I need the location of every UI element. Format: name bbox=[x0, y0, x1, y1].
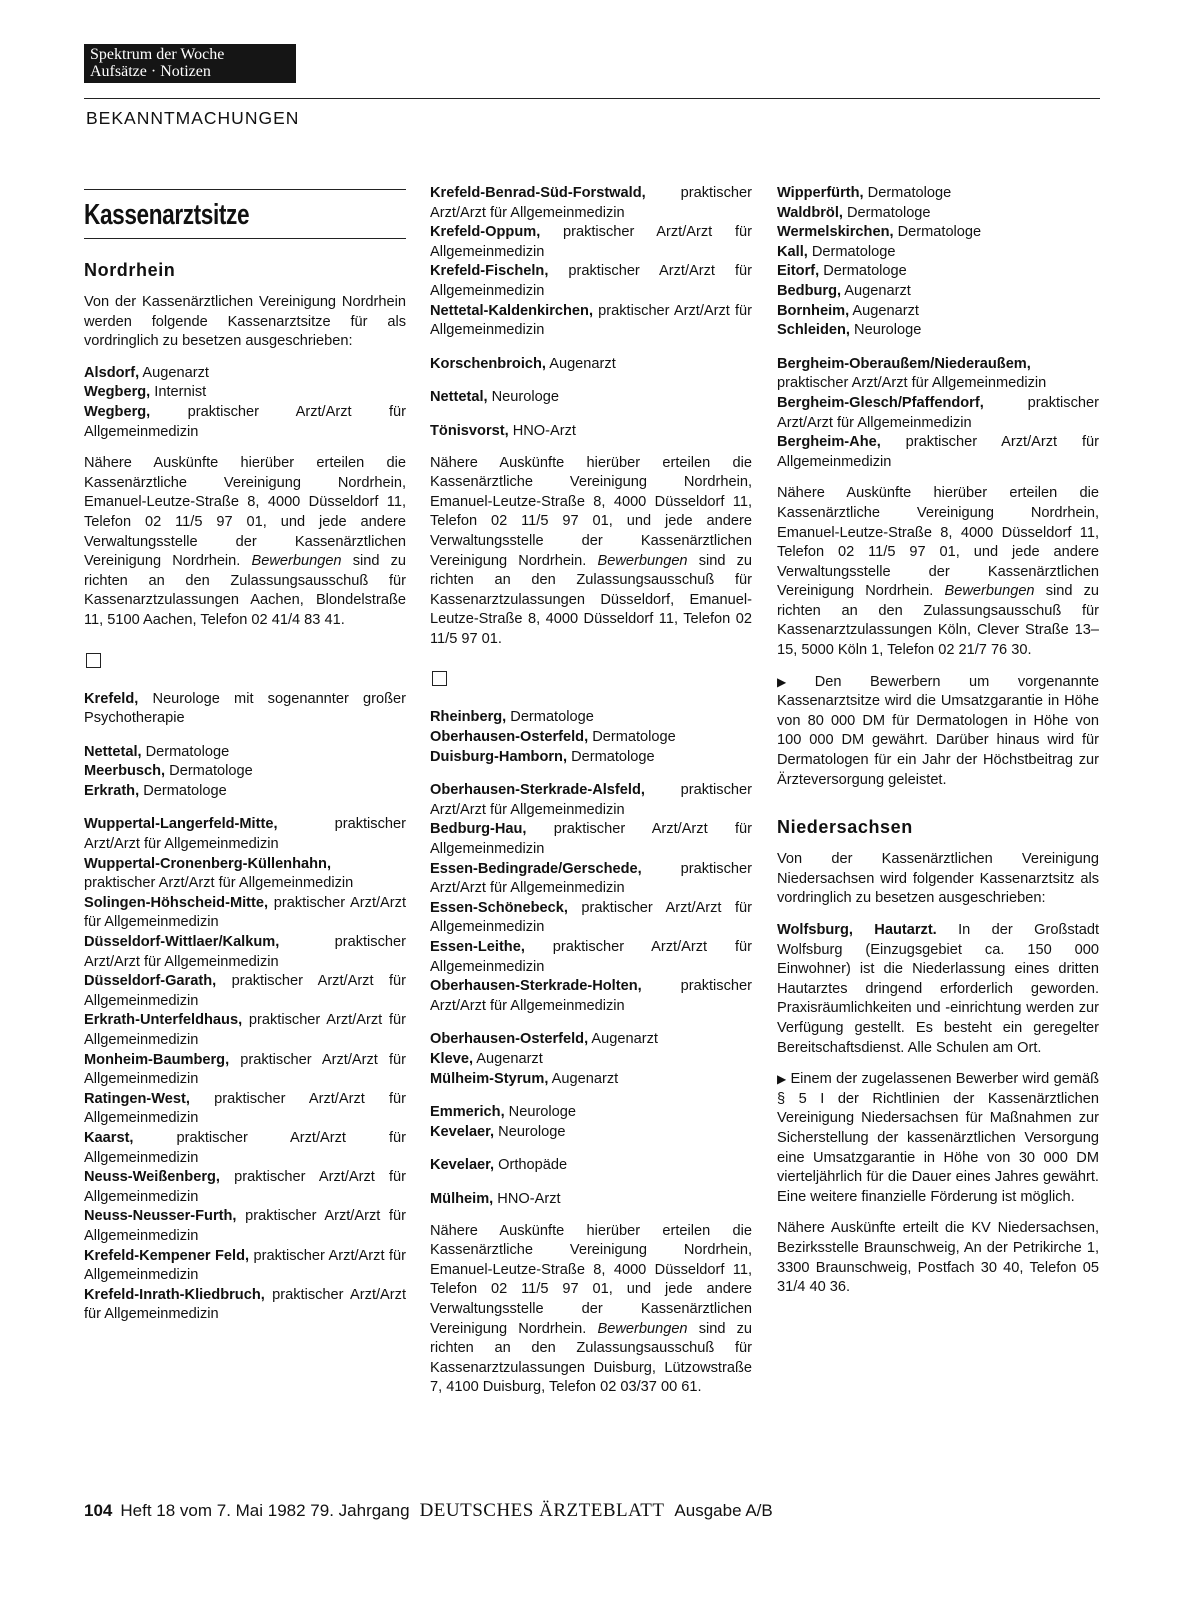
guarantee-paragraph bbox=[777, 673, 1099, 791]
listing-place: Kall, bbox=[777, 243, 808, 260]
listing-place: Kevelaer, bbox=[430, 1157, 495, 1174]
listing-place: Kevelaer, bbox=[430, 1123, 495, 1140]
listing-entry bbox=[777, 355, 1099, 394]
listing-specialty: Dermatologe bbox=[139, 782, 227, 799]
listing-entry bbox=[430, 1123, 752, 1143]
intro-paragraph: Von der Kassenärztlichen Vereinigung Nordrhein werden folgende Kassenarztsitze für als vordringlich zu besetzen ausgeschrieben: bbox=[84, 294, 406, 350]
listing-specialty: praktischer Arzt/Arzt für Allgemeinmedizin bbox=[84, 1286, 406, 1323]
listing-specialty: Augenarzt bbox=[473, 1050, 543, 1067]
info-paragraph bbox=[430, 1222, 752, 1398]
article-title: Kassenarztsitze bbox=[84, 199, 250, 231]
listing-place: Wegberg, bbox=[84, 403, 151, 420]
listing-entry bbox=[84, 894, 406, 933]
listing-place: Wuppertal-Cronenberg-Küllenhahn, bbox=[84, 855, 332, 872]
listing-specialty: praktischer Arzt/Arzt für Allgemeinmedizin bbox=[84, 1129, 406, 1166]
listing-entry bbox=[430, 938, 752, 977]
listing-entry bbox=[84, 1207, 406, 1246]
listing-entry bbox=[84, 743, 406, 763]
listing-place: Essen-Schönebeck, bbox=[430, 899, 568, 916]
listing-place: Nettetal, bbox=[84, 743, 142, 760]
listing-entry bbox=[430, 748, 752, 768]
listing-entry bbox=[777, 321, 1099, 341]
listing-place: Düsseldorf-Wittlaer/Kalkum, bbox=[84, 934, 280, 951]
listing-place: Düsseldorf-Garath, bbox=[84, 973, 217, 990]
page-number: 104 bbox=[84, 1501, 113, 1520]
listing-entry bbox=[84, 933, 406, 972]
info-emphasis: Bewerbungen bbox=[597, 1320, 688, 1337]
listing-entry bbox=[430, 1156, 752, 1176]
info-emphasis: Bewerbungen bbox=[597, 552, 688, 569]
listing-specialty: praktischer Arzt/Arzt für Allgemeinmedizin bbox=[430, 821, 752, 858]
listing-place: Eitorf, bbox=[777, 263, 820, 280]
listing-specialty: Dermatologe bbox=[588, 729, 676, 746]
guarantee-paragraph bbox=[777, 1070, 1099, 1207]
guarantee-text: Den Bewerbern um vorgenannte Kassenarztsitze wird die Umsatzgarantie in Höhe von 80 000 DM für Dermatologen in Höhe von 100 000 DM gewährt. Darüber hinaus wird für Dermatologen für ein Jahr der Höchstbeitrag zur Ärzteversorgung geleistet. bbox=[777, 673, 1099, 788]
listing-entry bbox=[777, 394, 1099, 433]
listing-specialty: Dermatologe bbox=[506, 709, 594, 726]
listing-entry bbox=[84, 1090, 406, 1129]
listing-entry bbox=[84, 690, 406, 729]
info-emphasis: Bewerbungen bbox=[251, 553, 342, 570]
info-tail: sind zu richten an den Zulassungsausschuß für Kassenarztzulassungen Köln, Clever Straße 13–15, 5000 Köln 1, Telefon 02 21/7 76 30. bbox=[777, 583, 1099, 659]
listing-specialty: Augenarzt bbox=[849, 302, 919, 319]
wolfsburg-text: In der Großstadt Wolfsburg (Einzugsgebiet ca. 150 000 Einwohner) ist die Niederlassung eines dritten Hautarztes dringend erforderlich geworden. Praxisräumlichkeiten und -einrichtung werden zur Verfügung gestellt. Es besteht ein geregelter Bereitschaftsdienst. Alle Schulen am Ort. bbox=[777, 922, 1099, 1056]
info-text: Nähere Auskünfte hierüber erteilen die Kassenärztliche Vereinigung Nordrhein, Emanuel-Leutze-Straße 8, 4000 Düsseldorf 11, Telefon 02 11/5 97 01, und jede andere Verwaltungsstelle der Kassenärztlichen Vereinigung Nordrhein. bbox=[430, 454, 752, 569]
listing-specialty: praktischer Arzt/Arzt für Allgemeinmedizin bbox=[430, 185, 752, 221]
listing-specialty: praktischer Arzt/Arzt für Allgemeinmedizin bbox=[84, 1247, 406, 1284]
listing-group bbox=[777, 184, 1099, 472]
listing-entry bbox=[84, 1168, 406, 1207]
listing-place: Bergheim-Oberaußem/Niederaußem, bbox=[777, 355, 1031, 372]
listing-specialty: praktischer Arzt/Arzt für Allgemeinmedizin bbox=[84, 973, 406, 1009]
listing-entry bbox=[777, 302, 1099, 322]
listing-entry bbox=[430, 1190, 752, 1210]
column-3 bbox=[777, 184, 1099, 1310]
listing-entry bbox=[84, 1011, 406, 1050]
info-tail: sind zu richten an den Zulassungsausschuß für Kassenarztzulassungen Duisburg, Lützowstraße 7, 4100 Duisburg, Telefon 02 03/37 00 61. bbox=[430, 1320, 752, 1396]
listing-entry bbox=[777, 184, 1099, 204]
listing-place: Wuppertal-Langerfeld-Mitte, bbox=[84, 816, 278, 833]
listing-specialty: praktischer Arzt/Arzt für Allgemeinmedizin bbox=[777, 375, 1047, 392]
listing-specialty: Neurologe bbox=[494, 1123, 566, 1140]
section-label: BEKANNTMACHUNGEN bbox=[86, 108, 300, 128]
guarantee-text: Einem der zugelassenen Bewerber wird gemäß § 5 I der Richtlinien der Kassenärztlichen Vereinigung Niedersachsen für Maßnahmen zur Sicherstellung der kassenärztlichen Versorgung eine Umsatzgarantie in Höhe von 30 000 DM vierteljährlich für die Dauer eines Jahres gewährt. Eine weitere finanzielle Förderung ist möglich. bbox=[777, 1071, 1099, 1205]
listing-specialty: praktischer Arzt/Arzt für Allgemeinmedizin bbox=[84, 934, 406, 970]
listing-place: Oberhausen-Osterfeld, bbox=[430, 729, 589, 746]
info-paragraph bbox=[84, 454, 406, 630]
listing-specialty: Dermatologe bbox=[842, 204, 931, 221]
listing-specialty: Neurologe mit sogenannter großer Psychotherapie bbox=[84, 690, 406, 727]
listing-entry bbox=[430, 302, 752, 341]
listing-specialty: praktischer Arzt/Arzt für Allgemeinmedizin bbox=[84, 1208, 406, 1244]
listing-place: Mülheim-Styrum, bbox=[430, 1070, 549, 1087]
listing-entry bbox=[430, 728, 752, 748]
wolfsburg-paragraph bbox=[777, 921, 1099, 1058]
info-paragraph bbox=[430, 454, 752, 650]
listing-specialty: praktischer Arzt/Arzt für Allgemeinmedizin bbox=[84, 894, 406, 931]
info-paragraph: Nähere Auskünfte erteilt die KV Niedersachsen, Bezirksstelle Braunschweig, An der Petrikirche 1, 3300 Braunschweig, Postfach 30 40, Telefon 05 31/4 40 36. bbox=[777, 1220, 1099, 1296]
listing-entry bbox=[777, 243, 1099, 263]
triangle-bullet-icon: ▶ bbox=[777, 674, 811, 689]
title-rule-bottom bbox=[84, 238, 406, 239]
listing-entry bbox=[84, 1129, 406, 1168]
listing-place: Wipperfürth, bbox=[777, 185, 864, 201]
column-2 bbox=[430, 184, 752, 1410]
listing-specialty: Dermatologe bbox=[863, 185, 952, 201]
masthead-line2: Aufsätze · Notizen bbox=[90, 63, 211, 80]
listing-place: Nettetal-Kaldenkirchen, bbox=[430, 302, 594, 319]
wolfsburg-heading: Wolfsburg, Hautarzt. bbox=[777, 922, 937, 938]
listing-place: Wegberg, bbox=[84, 384, 151, 401]
journal-name: DEUTSCHES ÄRZTEBLATT bbox=[419, 1500, 665, 1521]
listing-place: Essen-Bedingrade/Gerschede, bbox=[430, 860, 642, 877]
listing-specialty: Dermatologe bbox=[165, 763, 253, 780]
listing-entry bbox=[777, 204, 1099, 224]
listing-entry bbox=[430, 820, 752, 859]
listing-entry bbox=[430, 860, 752, 899]
listing-place: Wermelskirchen, bbox=[777, 224, 894, 241]
info-text: Nähere Auskünfte hierüber erteilen die Kassenärztliche Vereinigung Nordrhein, Emanuel-Leutze-Straße 8, 4000 Düsseldorf 11, Telefon 02 11/5 97 01, und jede andere Verwaltungsstelle der Kassenärztlichen Vereinigung Nordrhein. bbox=[430, 1222, 752, 1337]
masthead bbox=[84, 44, 296, 83]
info-text: Nähere Auskünfte hierüber erteilen die Kassenärztliche Vereinigung Nordrhein, Emanuel-Leutze-Straße 8, 4000 Düsseldorf 11, Telefon 02 11/5 97 01, und jede andere Verwaltungsstelle der Kassenärztlichen Vereinigung Nordrhein. bbox=[84, 455, 406, 570]
listing-specialty: praktischer Arzt/Arzt für Allgemeinmedizin bbox=[430, 224, 752, 260]
listing-specialty: Dermatologe bbox=[893, 224, 982, 241]
listing-place: Meerbusch, bbox=[84, 763, 166, 780]
listing-group bbox=[430, 184, 752, 442]
listing-place: Oberhausen-Osterfeld, bbox=[430, 1031, 589, 1048]
listing-specialty: Neurologe bbox=[504, 1104, 577, 1121]
listing-specialty: Augenarzt bbox=[545, 355, 616, 372]
listing-place: Bornheim, bbox=[777, 302, 850, 319]
listing-group bbox=[84, 364, 406, 442]
listing-place: Solingen-Höhscheid-Mitte, bbox=[84, 894, 269, 911]
listing-place: Bedburg, bbox=[777, 282, 842, 299]
listing-place: Kleve, bbox=[430, 1050, 473, 1067]
listing-specialty: praktischer Arzt/Arzt für Allgemeinmedizin bbox=[84, 1169, 406, 1205]
separator-box bbox=[432, 671, 447, 686]
listing-place: Krefeld-Kempener Feld, bbox=[84, 1247, 250, 1264]
listing-specialty: praktischer Arzt/Arzt für Allgemeinmedizin bbox=[84, 875, 354, 892]
listing-place: Emmerich, bbox=[430, 1104, 505, 1121]
listing-specialty: praktischer Arzt/Arzt für Allgemeinmedizin bbox=[84, 1051, 406, 1088]
listing-place: Korschenbroich, bbox=[430, 355, 546, 372]
listing-place: Erkrath, bbox=[84, 782, 140, 799]
listing-specialty: HNO-Arzt bbox=[508, 422, 576, 439]
title-rule-top bbox=[84, 189, 406, 190]
listing-entry bbox=[84, 855, 406, 894]
listing-entry bbox=[430, 1070, 752, 1090]
listing-place: Krefeld-Fischeln, bbox=[430, 263, 549, 280]
listing-entry bbox=[84, 403, 406, 442]
listing-place: Essen-Leithe, bbox=[430, 939, 525, 955]
listing-specialty: praktischer Arzt/Arzt für Allgemeinmedizin bbox=[777, 434, 1099, 470]
listing-entry bbox=[84, 815, 406, 854]
listing-specialty: HNO-Arzt bbox=[493, 1190, 561, 1207]
listing-specialty: praktischer Arzt/Arzt für Allgemeinmedizin bbox=[84, 816, 406, 853]
listing-place: Erkrath-Unterfeldhaus, bbox=[84, 1012, 243, 1029]
listing-specialty: praktischer Arzt/Arzt für Allgemeinmedizin bbox=[84, 1012, 406, 1048]
listing-place: Neuss-Neusser-Furth, bbox=[84, 1208, 237, 1225]
listing-entry bbox=[84, 364, 406, 384]
listing-place: Bedburg-Hau, bbox=[430, 821, 527, 838]
listing-entry bbox=[777, 433, 1099, 472]
listing-entry bbox=[84, 383, 406, 403]
listing-specialty: praktischer Arzt/Arzt für Allgemeinmedizin bbox=[430, 978, 752, 1014]
listing-entry bbox=[777, 262, 1099, 282]
info-tail: sind zu richten an den Zulassungsausschuß für Kassenarztzulassungen Düsseldorf, Emanuel-Leutze-Straße 8, 4000 Düsseldorf 11, Telefon 02 11/5 97 01. bbox=[430, 552, 752, 647]
listing-specialty: Dermatologe bbox=[141, 743, 230, 760]
listing-entry bbox=[777, 282, 1099, 302]
listing-place: Krefeld-Benrad-Süd-Forstwald, bbox=[430, 185, 646, 201]
listing-specialty: Augenarzt bbox=[841, 282, 911, 299]
separator-box bbox=[86, 653, 101, 668]
listing-entry bbox=[84, 1051, 406, 1090]
listing-entry bbox=[430, 977, 752, 1016]
listing-place: Monheim-Baumberg, bbox=[84, 1051, 230, 1068]
listing-place: Tönisvorst, bbox=[430, 422, 509, 439]
issue-info: Heft 18 vom 7. Mai 1982 79. Jahrgang bbox=[120, 1501, 410, 1520]
top-rule bbox=[84, 98, 1100, 99]
listing-place: Krefeld, bbox=[84, 690, 139, 707]
intro-paragraph: Von der Kassenärztlichen Vereinigung Niedersachsen wird folgender Kassenarztsitz als vordringlich zu besetzen ausgeschrieben: bbox=[777, 851, 1099, 907]
listing-specialty: praktischer Arzt/Arzt für Allgemeinmedizin bbox=[430, 860, 752, 897]
edition: Ausgabe A/B bbox=[674, 1501, 773, 1520]
listing-place: Kaarst, bbox=[84, 1129, 134, 1146]
listing-specialty: Orthopäde bbox=[494, 1157, 568, 1174]
listing-entry bbox=[430, 708, 752, 728]
listing-specialty: praktischer Arzt/Arzt für Allgemeinmedizin bbox=[777, 394, 1099, 431]
listing-entry bbox=[84, 782, 406, 802]
listing-place: Krefeld-Oppum, bbox=[430, 224, 541, 241]
listing-entry bbox=[84, 762, 406, 782]
info-tail: sind zu richten an den Zulassungsausschuß für Kassenarztzulassungen Aachen, Blondelstraße 11, 5100 Aachen, Telefon 02 41/4 83 41. bbox=[84, 553, 406, 628]
listing-entry bbox=[84, 1247, 406, 1286]
listing-place: Krefeld-Inrath-Kliedbruch, bbox=[84, 1286, 265, 1303]
listing-specialty: Dermatologe bbox=[807, 243, 896, 260]
listing-specialty: Augenarzt bbox=[548, 1070, 619, 1087]
listing-place: Schleiden, bbox=[777, 322, 850, 339]
listing-entry bbox=[430, 1030, 752, 1050]
listing-place: Bergheim-Glesch/Pfaffendorf, bbox=[777, 394, 984, 411]
listing-place: Waldbröl, bbox=[777, 204, 843, 221]
region-heading: Nordrhein bbox=[84, 260, 176, 280]
triangle-bullet-icon: ▶ bbox=[777, 1072, 787, 1087]
column-1 bbox=[84, 185, 406, 1325]
listing-specialty: Augenarzt bbox=[139, 364, 209, 381]
listing-specialty: praktischer Arzt/Arzt für Allgemeinmedizin bbox=[84, 1090, 406, 1127]
listing-entry bbox=[430, 355, 752, 375]
listing-specialty: praktischer Arzt/Arzt für Allgemeinmedizin bbox=[84, 403, 406, 440]
listing-place: Neuss-Weißenberg, bbox=[84, 1169, 220, 1186]
listing-entry bbox=[430, 223, 752, 262]
listing-place: Ratingen-West, bbox=[84, 1090, 190, 1107]
listing-specialty: praktischer Arzt/Arzt für Allgemeinmedizin bbox=[430, 302, 752, 339]
listing-place: Alsdorf, bbox=[84, 364, 140, 381]
listing-specialty: Neurologe bbox=[850, 322, 922, 339]
listing-entry bbox=[430, 388, 752, 408]
listing-place: Nettetal, bbox=[430, 389, 488, 406]
listing-place: Rheinberg, bbox=[430, 709, 507, 726]
listing-specialty: praktischer Arzt/Arzt für Allgemeinmedizin bbox=[430, 939, 752, 975]
listing-specialty: praktischer Arzt/Arzt für Allgemeinmedizin bbox=[430, 782, 752, 818]
listing-specialty: Internist bbox=[150, 384, 207, 401]
listing-specialty: praktischer Arzt/Arzt für Allgemeinmedizin bbox=[430, 899, 752, 936]
listing-specialty: praktischer Arzt/Arzt für Allgemeinmedizin bbox=[430, 263, 752, 299]
listing-entry bbox=[430, 1103, 752, 1123]
listing-specialty: Dermatologe bbox=[819, 263, 907, 280]
listing-entry bbox=[430, 899, 752, 938]
info-emphasis: Bewerbungen bbox=[944, 583, 1035, 600]
masthead-line1: Spektrum der Woche bbox=[90, 46, 225, 63]
listing-group bbox=[84, 690, 406, 1325]
listing-specialty: Neurologe bbox=[487, 389, 559, 406]
listing-entry bbox=[84, 972, 406, 1011]
listing-entry bbox=[430, 781, 752, 820]
info-text: Nähere Auskünfte hierüber erteilen die Kassenärztliche Vereinigung Nordrhein, Emanuel-Leutze-Straße 8, 4000 Düsseldorf 11, Telefon 02 11/5 97 01, und jede andere Verwaltungsstelle der Kassenärztlichen Vereinigung Nordrhein. bbox=[777, 485, 1099, 600]
listing-specialty: Augenarzt bbox=[588, 1031, 658, 1048]
listing-entry bbox=[430, 1050, 752, 1070]
listing-specialty: Dermatologe bbox=[567, 748, 655, 765]
region-heading: Niedersachsen bbox=[777, 817, 913, 838]
listing-entry bbox=[430, 184, 752, 223]
listing-place: Mülheim, bbox=[430, 1190, 494, 1207]
listing-place: Oberhausen-Sterkrade-Alsfeld, bbox=[430, 782, 645, 799]
info-paragraph bbox=[777, 484, 1099, 660]
listing-entry bbox=[777, 223, 1099, 243]
listing-place: Duisburg-Hamborn, bbox=[430, 748, 568, 765]
listing-entry bbox=[430, 422, 752, 442]
listing-group bbox=[430, 708, 752, 1209]
listing-place: Bergheim-Ahe, bbox=[777, 434, 881, 451]
listing-entry bbox=[84, 1286, 406, 1325]
page-footer bbox=[84, 1500, 773, 1522]
listing-entry bbox=[430, 262, 752, 301]
listing-place: Oberhausen-Sterkrade-Holten, bbox=[430, 978, 642, 995]
